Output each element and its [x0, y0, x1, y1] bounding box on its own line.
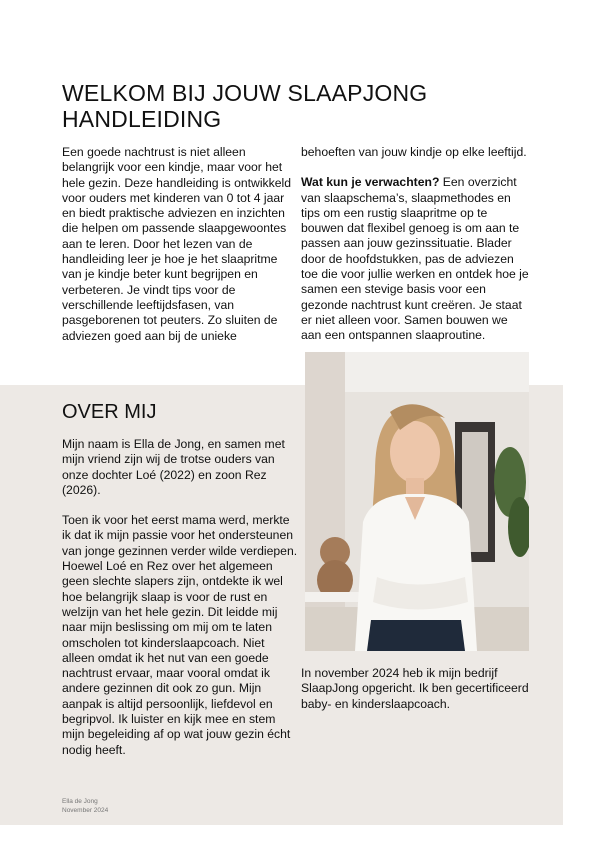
footer-author: Ella de Jong [62, 798, 98, 805]
about-title: OVER MIJ [62, 401, 157, 423]
intro-left-column [62, 145, 294, 344]
about-paragraph-1: Mijn naam is Ella de Jong, en samen met mijn vriend zijn wij de trotse ouders van onze dochter Loé (2022) en zoon Rez (2026). [62, 437, 285, 497]
page-title [62, 80, 502, 132]
about-paragraph-2: Toen ik voor het eerst mama werd, merkte ik dat ik mijn passie voor het ondersteunen van jonge gezinnen verder wilde verdiepen. Hoewel Loé en Rez over het algemeen geen slechte slapers zijn, ontdekte ik wel hoe belangrijk slaap is voor de rust en welzijn van het hele gezin. Dit leidde mij naar mijn beslissing om mij om te laten omscholen tot kinderslaapcoach. Niet alleen omdat ik het nut van een goede nachtrust ervaar, maar vooral omdat ik andere gezinnen dit ook zo gun. Mijn aanpak is altijd persoonlijk, liefdevol en begripvol. Ik luister en kijk mee en stem mijn begeleiding af op wat jouw gezin écht nodig heeft. [62, 513, 298, 757]
intro-right-column [301, 145, 529, 344]
caption-text: In november 2024 heb ik mijn bedrijf SlaapJong opgericht. Ik ben gecertificeerd baby- en kinderslaapcoach. [301, 666, 529, 711]
footer [62, 797, 108, 815]
footer-date: November 2024 [62, 807, 109, 814]
page-title-line-1: WELKOM BIJ JOUW SLAAPJONG [62, 80, 428, 106]
expectations-heading: Wat kun je verwachten? [301, 175, 440, 190]
expectations-text: Een overzicht van slaapschema’s, slaapmethodes en tips om een rustig slaapritme op te bouwen dat flexibel genoeg is om aan te passen aan jouw gezinssituatie. Blader door de hoofdstukken, pas de adviezen toe die voor jullie werken en ontdek hoe je samen een stevige basis voor een gezonde nachtrust kunt creëren. Je staat er niet alleen voor. Samen bouwen we aan een ontspannen slaaproutine. [301, 175, 529, 343]
expectations-paragraph [301, 175, 529, 343]
intro-paragraph-continued: behoeften van jouw kindje op elke leeftijd. [301, 145, 527, 159]
intro-paragraph: Een goede nachtrust is niet alleen belangrijk voor een kindje, maar voor het hele gezin. Deze handleiding is ontwikkeld voor ouders met kinderen van 0 tot 4 jaar en biedt praktische adviezen en inzichten die helpen om passende slaapgewoontes aan te leren. Door het lezen van de handleiding leer je hoe je het slaapritme van je kindje beter kunt begrijpen en verbeteren. Je vindt tips voor de verschillende leeftijdsfasen, van pasgeborenen tot peuters. Zo sluiten de adviezen goed aan bij de unieke [62, 145, 291, 343]
page-title-line-2: HANDLEIDING [62, 106, 222, 132]
photo-caption [301, 666, 529, 712]
portrait-photo [305, 352, 529, 651]
about-column [62, 437, 298, 758]
